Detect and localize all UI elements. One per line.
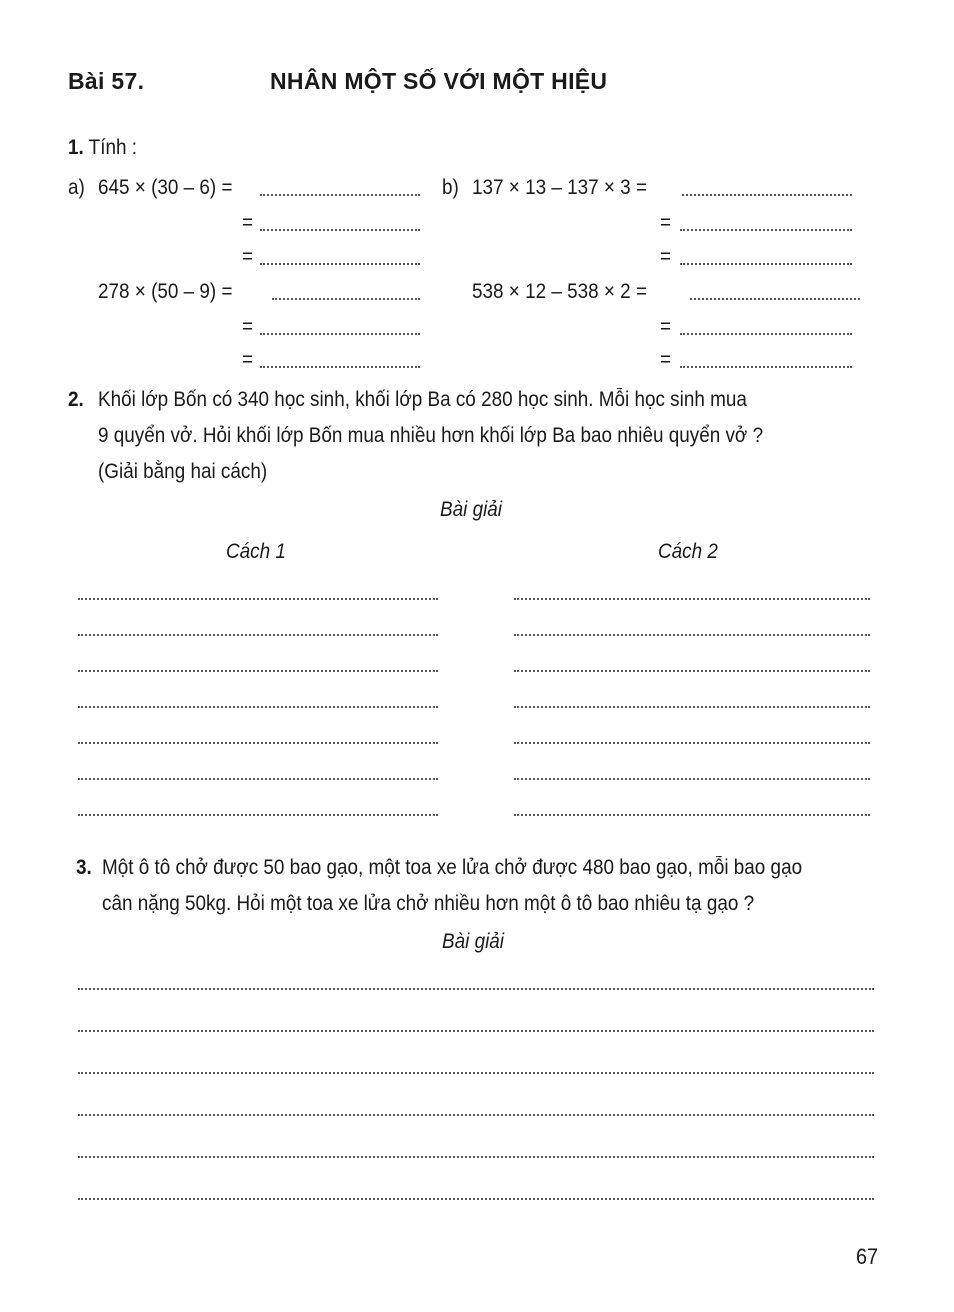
answer-line-b2-2[interactable] [680,366,852,368]
question-3-line-1: Một ô tô chở được 50 bao gạo, một toa xe lửa chở được 480 bao gạo, mỗi bao gạo [102,856,803,879]
answer-line-m1-3[interactable] [78,670,438,672]
answer-line-q3-2[interactable] [78,1030,874,1032]
equals-sign: = [242,348,254,371]
answer-line-b1-0[interactable] [682,194,852,196]
equals-sign: = [242,245,254,268]
question-2-number: 2. [68,388,84,411]
question-2-line-1: Khối lớp Bốn có 340 học sinh, khối lớp Ba có 280 học sinh. Mỗi học sinh mua [98,388,747,411]
solution-label: Bài giải [442,930,505,953]
expr-b1: 137 × 13 – 137 × 3 = [472,176,647,199]
answer-line-m1-1[interactable] [78,598,438,600]
question-3-line-2: cân nặng 50kg. Hỏi một toa xe lửa chở nhiều hơn một ô tô bao nhiêu tạ gạo ? [102,892,755,915]
method-2-label: Cách 2 [658,540,718,563]
equals-sign: = [660,245,672,268]
answer-line-q3-3[interactable] [78,1072,874,1074]
answer-line-b2-0[interactable] [690,298,860,300]
answer-line-q3-4[interactable] [78,1114,874,1116]
question-2-line-2: 9 quyển vở. Hỏi khối lớp Bốn mua nhiều hơn khối lớp Ba bao nhiêu quyển vở ? [98,424,764,447]
answer-line-a2-1[interactable] [260,333,420,335]
question-1-heading [68,136,137,160]
answer-line-m1-2[interactable] [78,634,438,636]
answer-line-a2-2[interactable] [260,366,420,368]
answer-line-m2-2[interactable] [514,634,870,636]
equals-sign: = [660,315,672,338]
answer-line-m2-5[interactable] [514,742,870,744]
part-b-label: b) [442,176,459,199]
answer-line-m2-6[interactable] [514,778,870,780]
answer-line-b2-1[interactable] [680,333,852,335]
answer-line-q3-5[interactable] [78,1156,874,1158]
equals-sign: = [242,315,254,338]
equals-sign: = [660,348,672,371]
solution-label: Bài giải [440,498,503,521]
answer-line-a1-0[interactable] [260,194,420,196]
answer-line-q3-6[interactable] [78,1198,874,1200]
equals-sign: = [660,211,672,234]
expr-b2: 538 × 12 – 538 × 2 = [472,280,647,303]
answer-line-m1-7[interactable] [78,814,438,816]
expr-a1: 645 × (30 – 6) = [98,176,233,199]
method-1-label: Cách 1 [226,540,286,563]
answer-line-m1-6[interactable] [78,778,438,780]
lesson-number: Bài 57. [68,68,145,94]
part-a-label: a) [68,176,85,199]
answer-line-a1-2[interactable] [260,263,420,265]
answer-line-b1-2[interactable] [680,263,852,265]
lesson-title: NHÂN MỘT SỐ VỚI MỘT HIỆU [270,68,608,94]
equals-sign: = [242,211,254,234]
question-1-number: 1. [68,136,84,159]
question-2-line-3: (Giải bằng hai cách) [98,460,268,483]
answer-line-m2-1[interactable] [514,598,870,600]
page-number: 67 [856,1244,879,1269]
answer-line-m1-5[interactable] [78,742,438,744]
answer-line-m2-3[interactable] [514,670,870,672]
answer-line-a1-1[interactable] [260,229,420,231]
answer-line-m2-4[interactable] [514,706,870,708]
answer-line-b1-1[interactable] [680,229,852,231]
answer-line-q3-1[interactable] [78,988,874,990]
answer-line-m2-7[interactable] [514,814,870,816]
expr-a2: 278 × (50 – 9) = [98,280,233,303]
question-3-number: 3. [76,856,92,879]
question-1-instruction: Tính : [88,136,138,159]
answer-line-a2-0[interactable] [272,298,420,300]
answer-line-m1-4[interactable] [78,706,438,708]
